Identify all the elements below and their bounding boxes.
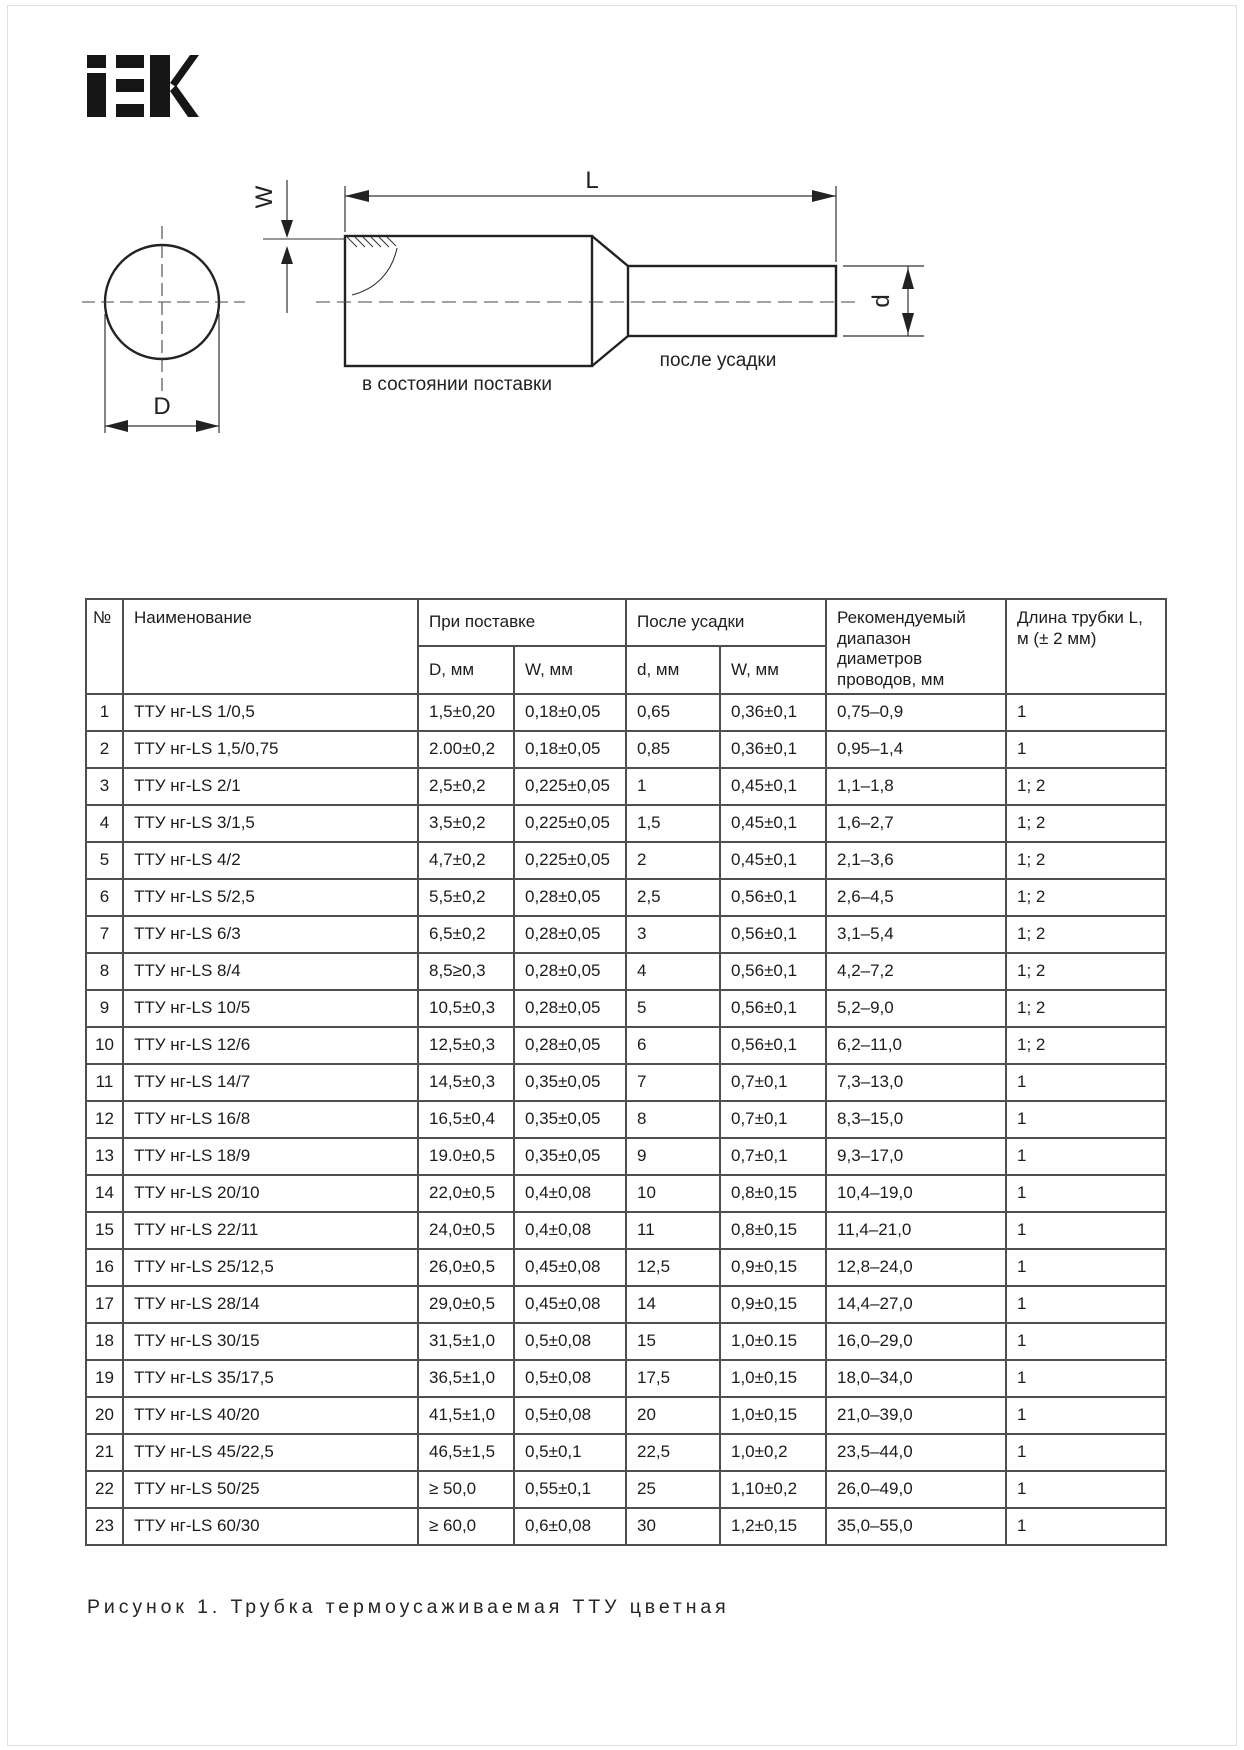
cell-d-mm: 8 <box>626 1101 720 1138</box>
cell-W1-mm: 0,18±0,05 <box>514 694 626 731</box>
cell-D-mm: 8,5≥0,3 <box>418 953 514 990</box>
cell-d-mm: 11 <box>626 1212 720 1249</box>
cell-D-mm: 12,5±0,3 <box>418 1027 514 1064</box>
table-row <box>86 990 1166 1027</box>
cell-name: ТТУ нг-LS 60/30 <box>123 1508 418 1545</box>
cell-name: ТТУ нг-LS 8/4 <box>123 953 418 990</box>
cell-W1-mm: 0,35±0,05 <box>514 1064 626 1101</box>
col-header-name: Наименование <box>123 599 418 694</box>
cell-W2-mm: 0,7±0,1 <box>720 1101 826 1138</box>
table-row <box>86 1434 1166 1471</box>
cell-num: 12 <box>86 1101 123 1138</box>
cell-W2-mm: 1,0±0,15 <box>720 1397 826 1434</box>
cell-W1-mm: 0,225±0,05 <box>514 768 626 805</box>
col-header-W2-mm: W, мм <box>720 646 826 693</box>
cell-D-mm: 41,5±1,0 <box>418 1397 514 1434</box>
cell-d-mm: 22,5 <box>626 1434 720 1471</box>
cell-d-mm: 15 <box>626 1323 720 1360</box>
cell-W2-mm: 0,7±0,1 <box>720 1138 826 1175</box>
label-d: d <box>868 294 895 308</box>
spec-table <box>85 598 1167 1546</box>
cross-section-circle <box>105 245 219 359</box>
cell-tube-length: 1; 2 <box>1006 1027 1166 1064</box>
cell-W1-mm: 0,28±0,05 <box>514 953 626 990</box>
cell-num: 3 <box>86 768 123 805</box>
table-row <box>86 1101 1166 1138</box>
cell-num: 22 <box>86 1471 123 1508</box>
cell-W2-mm: 0,36±0,1 <box>720 694 826 731</box>
cell-num: 15 <box>86 1212 123 1249</box>
cell-d-mm: 17,5 <box>626 1360 720 1397</box>
cell-W1-mm: 0,5±0,1 <box>514 1434 626 1471</box>
cell-D-mm: 29,0±0,5 <box>418 1286 514 1323</box>
cell-D-mm: 5,5±0,2 <box>418 879 514 916</box>
cell-wire-range: 6,2–11,0 <box>826 1027 1006 1064</box>
cell-tube-length: 1; 2 <box>1006 842 1166 879</box>
cell-wire-range: 11,4–21,0 <box>826 1212 1006 1249</box>
cell-wire-range: 1,6–2,7 <box>826 805 1006 842</box>
taper-lines <box>592 236 628 366</box>
cell-tube-length: 1; 2 <box>1006 990 1166 1027</box>
cell-name: ТТУ нг-LS 10/5 <box>123 990 418 1027</box>
cell-name: ТТУ нг-LS 18/9 <box>123 1138 418 1175</box>
table-row <box>86 1249 1166 1286</box>
cell-W2-mm: 0,45±0,1 <box>720 805 826 842</box>
figure-caption: Рисунок 1. Трубка термоусаживаемая ТТУ цветная <box>87 1596 730 1618</box>
cell-num: 1 <box>86 694 123 731</box>
cell-d-mm: 30 <box>626 1508 720 1545</box>
cell-W1-mm: 0,45±0,08 <box>514 1286 626 1323</box>
arrowhead <box>105 420 128 432</box>
table-row <box>86 1508 1166 1545</box>
col-header-num: № <box>86 599 123 694</box>
cell-d-mm: 10 <box>626 1175 720 1212</box>
cell-wire-range: 14,4–27,0 <box>826 1286 1006 1323</box>
cell-name: ТТУ нг-LS 3/1,5 <box>123 805 418 842</box>
col-header-D-mm: D, мм <box>418 646 514 693</box>
cell-W2-mm: 0,36±0,1 <box>720 731 826 768</box>
cell-D-mm: 10,5±0,3 <box>418 990 514 1027</box>
cell-tube-length: 1 <box>1006 1175 1166 1212</box>
cell-W2-mm: 0,8±0,15 <box>720 1175 826 1212</box>
tube-before-shrink <box>345 236 592 366</box>
cell-W1-mm: 0,4±0,08 <box>514 1212 626 1249</box>
cell-name: ТТУ нг-LS 22/11 <box>123 1212 418 1249</box>
cell-name: ТТУ нг-LS 1/0,5 <box>123 694 418 731</box>
cell-num: 4 <box>86 805 123 842</box>
cell-wire-range: 0,95–1,4 <box>826 731 1006 768</box>
cell-tube-length: 1 <box>1006 1101 1166 1138</box>
cell-D-mm: ≥ 50,0 <box>418 1471 514 1508</box>
cell-d-mm: 0,65 <box>626 694 720 731</box>
cell-wire-range: 4,2–7,2 <box>826 953 1006 990</box>
cell-wire-range: 2,1–3,6 <box>826 842 1006 879</box>
table-row <box>86 1175 1166 1212</box>
cell-W1-mm: 0,5±0,08 <box>514 1397 626 1434</box>
cell-wire-range: 12,8–24,0 <box>826 1249 1006 1286</box>
cell-d-mm: 0,85 <box>626 731 720 768</box>
cell-d-mm: 12,5 <box>626 1249 720 1286</box>
cell-num: 6 <box>86 879 123 916</box>
label-L: L <box>585 167 599 194</box>
cell-wire-range: 23,5–44,0 <box>826 1434 1006 1471</box>
cell-d-mm: 14 <box>626 1286 720 1323</box>
cell-W2-mm: 0,45±0,1 <box>720 768 826 805</box>
cell-D-mm: 6,5±0,2 <box>418 916 514 953</box>
cell-d-mm: 1,5 <box>626 805 720 842</box>
cell-W2-mm: 0,9±0,15 <box>720 1249 826 1286</box>
cell-num: 16 <box>86 1249 123 1286</box>
cell-num: 7 <box>86 916 123 953</box>
cell-W2-mm: 0,8±0,15 <box>720 1212 826 1249</box>
cell-wire-range: 10,4–19,0 <box>826 1175 1006 1212</box>
cell-D-mm: 2,5±0,2 <box>418 768 514 805</box>
cell-tube-length: 1 <box>1006 1508 1166 1545</box>
cell-num: 13 <box>86 1138 123 1175</box>
cell-name: ТТУ нг-LS 45/22,5 <box>123 1434 418 1471</box>
cell-name: ТТУ нг-LS 40/20 <box>123 1397 418 1434</box>
cell-D-mm: 24,0±0,5 <box>418 1212 514 1249</box>
col-header-W1-mm: W, мм <box>514 646 626 693</box>
cell-num: 8 <box>86 953 123 990</box>
cell-tube-length: 1 <box>1006 1249 1166 1286</box>
table-row <box>86 694 1166 731</box>
cell-tube-length: 1 <box>1006 1286 1166 1323</box>
cell-num: 2 <box>86 731 123 768</box>
cell-name: ТТУ нг-LS 30/15 <box>123 1323 418 1360</box>
cell-D-mm: 4,7±0,2 <box>418 842 514 879</box>
cell-d-mm: 1 <box>626 768 720 805</box>
cell-W2-mm: 1,0±0,2 <box>720 1434 826 1471</box>
cell-W1-mm: 0,28±0,05 <box>514 916 626 953</box>
cell-D-mm: 3,5±0,2 <box>418 805 514 842</box>
cell-num: 5 <box>86 842 123 879</box>
cell-W1-mm: 0,4±0,08 <box>514 1175 626 1212</box>
label-W: W <box>251 185 278 209</box>
cell-W2-mm: 0,56±0,1 <box>720 990 826 1027</box>
cell-d-mm: 3 <box>626 916 720 953</box>
cell-tube-length: 1; 2 <box>1006 805 1166 842</box>
label-after-shrink: после усадки <box>659 350 777 371</box>
cell-name: ТТУ нг-LS 25/12,5 <box>123 1249 418 1286</box>
cell-D-mm: 46,5±1,5 <box>418 1434 514 1471</box>
table-row <box>86 916 1166 953</box>
table-row <box>86 842 1166 879</box>
cell-W1-mm: 0,55±0,1 <box>514 1471 626 1508</box>
cell-wire-range: 8,3–15,0 <box>826 1101 1006 1138</box>
table-row <box>86 1286 1166 1323</box>
cell-wire-range: 18,0–34,0 <box>826 1360 1006 1397</box>
cell-wire-range: 0,75–0,9 <box>826 694 1006 731</box>
arrowhead <box>902 313 914 334</box>
cell-d-mm: 7 <box>626 1064 720 1101</box>
cell-D-mm: 2.00±0,2 <box>418 731 514 768</box>
table-row <box>86 1471 1166 1508</box>
cell-num: 11 <box>86 1064 123 1101</box>
cell-W1-mm: 0,5±0,08 <box>514 1360 626 1397</box>
cell-name: ТТУ нг-LS 50/25 <box>123 1471 418 1508</box>
cell-num: 18 <box>86 1323 123 1360</box>
cell-name: ТТУ нг-LS 20/10 <box>123 1175 418 1212</box>
cell-W2-mm: 0,9±0,15 <box>720 1286 826 1323</box>
cell-tube-length: 1; 2 <box>1006 768 1166 805</box>
table-row <box>86 1064 1166 1101</box>
cell-tube-length: 1 <box>1006 1434 1166 1471</box>
col-header-wire-range: Рекомендуемый диапазон диаметров проводов, мм <box>826 599 1006 694</box>
table-row <box>86 805 1166 842</box>
cell-name: ТТУ нг-LS 14/7 <box>123 1064 418 1101</box>
spec-table-body <box>86 694 1166 1545</box>
arrowhead <box>902 268 914 289</box>
cell-d-mm: 6 <box>626 1027 720 1064</box>
cell-d-mm: 25 <box>626 1471 720 1508</box>
label-delivered-state: в состоянии поставки <box>362 374 552 395</box>
cell-d-mm: 4 <box>626 953 720 990</box>
cell-W1-mm: 0,35±0,05 <box>514 1138 626 1175</box>
cell-name: ТТУ нг-LS 5/2,5 <box>123 879 418 916</box>
cell-num: 23 <box>86 1508 123 1545</box>
cell-W2-mm: 1,0±0.15 <box>720 1323 826 1360</box>
cell-W1-mm: 0,6±0,08 <box>514 1508 626 1545</box>
table-row <box>86 731 1166 768</box>
cell-W2-mm: 0,56±0,1 <box>720 953 826 990</box>
label-D: D <box>153 393 171 420</box>
cell-num: 19 <box>86 1360 123 1397</box>
cell-tube-length: 1 <box>1006 694 1166 731</box>
cell-tube-length: 1 <box>1006 1323 1166 1360</box>
cell-wire-range: 1,1–1,8 <box>826 768 1006 805</box>
cell-wire-range: 3,1–5,4 <box>826 916 1006 953</box>
cell-name: ТТУ нг-LS 6/3 <box>123 916 418 953</box>
table-row <box>86 1212 1166 1249</box>
cell-wire-range: 7,3–13,0 <box>826 1064 1006 1101</box>
cell-W1-mm: 0,225±0,05 <box>514 805 626 842</box>
cell-wire-range: 35,0–55,0 <box>826 1508 1006 1545</box>
cell-D-mm: 14,5±0,3 <box>418 1064 514 1101</box>
tube-after-shrink <box>628 266 836 336</box>
cell-wire-range: 2,6–4,5 <box>826 879 1006 916</box>
table-row <box>86 1027 1166 1064</box>
cell-num: 17 <box>86 1286 123 1323</box>
iek-logo-glyphs <box>87 55 199 117</box>
cell-W1-mm: 0,28±0,05 <box>514 990 626 1027</box>
breakout-curve <box>352 248 397 295</box>
cell-d-mm: 2 <box>626 842 720 879</box>
cell-tube-length: 1 <box>1006 1471 1166 1508</box>
cell-tube-length: 1 <box>1006 1064 1166 1101</box>
cell-W1-mm: 0,28±0,05 <box>514 879 626 916</box>
cell-tube-length: 1; 2 <box>1006 953 1166 990</box>
cell-D-mm: 22,0±0,5 <box>418 1175 514 1212</box>
cell-W2-mm: 1,10±0,2 <box>720 1471 826 1508</box>
cell-tube-length: 1 <box>1006 731 1166 768</box>
col-header-after-shrink: После усадки <box>626 599 826 646</box>
cell-wire-range: 5,2–9,0 <box>826 990 1006 1027</box>
cell-W1-mm: 0,28±0,05 <box>514 1027 626 1064</box>
cell-D-mm: ≥ 60,0 <box>418 1508 514 1545</box>
cell-name: ТТУ нг-LS 4/2 <box>123 842 418 879</box>
cell-W1-mm: 0,35±0,05 <box>514 1101 626 1138</box>
cell-wire-range: 9,3–17,0 <box>826 1138 1006 1175</box>
cell-D-mm: 1,5±0,20 <box>418 694 514 731</box>
cell-num: 20 <box>86 1397 123 1434</box>
cell-D-mm: 26,0±0,5 <box>418 1249 514 1286</box>
cell-W2-mm: 1,2±0,15 <box>720 1508 826 1545</box>
col-header-at-delivery: При поставке <box>418 599 626 646</box>
cell-d-mm: 9 <box>626 1138 720 1175</box>
cell-D-mm: 19.0±0,5 <box>418 1138 514 1175</box>
table-row <box>86 1397 1166 1434</box>
col-header-tube-length: Длина трубки L, м (± 2 мм) <box>1006 599 1166 694</box>
arrowhead <box>196 420 219 432</box>
cell-D-mm: 31,5±1,0 <box>418 1323 514 1360</box>
cell-W2-mm: 1,0±0,15 <box>720 1360 826 1397</box>
col-header-d-mm: d, мм <box>626 646 720 693</box>
cell-W2-mm: 0,56±0,1 <box>720 879 826 916</box>
wall-hatching <box>347 237 396 247</box>
cell-tube-length: 1 <box>1006 1138 1166 1175</box>
cell-W1-mm: 0,45±0,08 <box>514 1249 626 1286</box>
table-row <box>86 879 1166 916</box>
cell-W2-mm: 0,45±0,1 <box>720 842 826 879</box>
arrowhead <box>281 220 293 238</box>
cell-tube-length: 1; 2 <box>1006 879 1166 916</box>
cell-wire-range: 26,0–49,0 <box>826 1471 1006 1508</box>
cell-name: ТТУ нг-LS 12/6 <box>123 1027 418 1064</box>
cell-D-mm: 16,5±0,4 <box>418 1101 514 1138</box>
cell-num: 9 <box>86 990 123 1027</box>
cell-tube-length: 1 <box>1006 1360 1166 1397</box>
cell-W2-mm: 0,56±0,1 <box>720 916 826 953</box>
arrowhead <box>812 190 836 202</box>
table-row <box>86 1323 1166 1360</box>
cell-name: ТТУ нг-LS 16/8 <box>123 1101 418 1138</box>
cell-W1-mm: 0,5±0,08 <box>514 1323 626 1360</box>
cell-tube-length: 1 <box>1006 1212 1166 1249</box>
iek-logo <box>87 55 199 117</box>
table-row <box>86 768 1166 805</box>
cell-wire-range: 16,0–29,0 <box>826 1323 1006 1360</box>
cell-d-mm: 5 <box>626 990 720 1027</box>
arrowhead <box>281 246 293 264</box>
cell-name: ТТУ нг-LS 1,5/0,75 <box>123 731 418 768</box>
cell-W2-mm: 0,7±0,1 <box>720 1064 826 1101</box>
cell-name: ТТУ нг-LS 2/1 <box>123 768 418 805</box>
cell-name: ТТУ нг-LS 35/17,5 <box>123 1360 418 1397</box>
cell-num: 14 <box>86 1175 123 1212</box>
cell-num: 21 <box>86 1434 123 1471</box>
cell-d-mm: 2,5 <box>626 879 720 916</box>
cell-wire-range: 21,0–39,0 <box>826 1397 1006 1434</box>
table-row <box>86 953 1166 990</box>
cell-tube-length: 1; 2 <box>1006 916 1166 953</box>
table-row <box>86 1138 1166 1175</box>
arrowhead <box>345 190 369 202</box>
cell-D-mm: 36,5±1,0 <box>418 1360 514 1397</box>
cell-W1-mm: 0,225±0,05 <box>514 842 626 879</box>
cell-name: ТТУ нг-LS 28/14 <box>123 1286 418 1323</box>
cell-tube-length: 1 <box>1006 1397 1166 1434</box>
cell-num: 10 <box>86 1027 123 1064</box>
table-row <box>86 1360 1166 1397</box>
cell-d-mm: 20 <box>626 1397 720 1434</box>
cell-W2-mm: 0,56±0,1 <box>720 1027 826 1064</box>
cell-W1-mm: 0,18±0,05 <box>514 731 626 768</box>
